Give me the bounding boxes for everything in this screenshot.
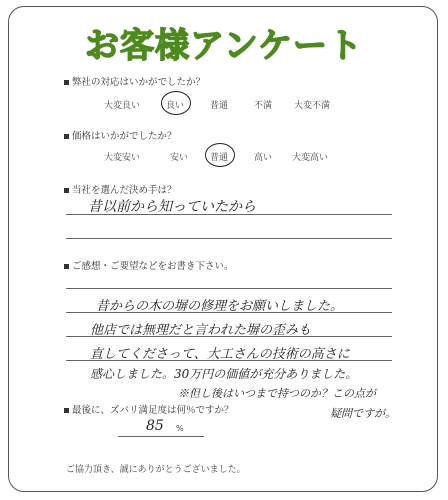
- question-2: [64, 128, 177, 142]
- bullet-square-icon: [64, 408, 69, 413]
- q3-handwritten-answer: 昔以前から知っていたから: [88, 199, 256, 215]
- question-5: [64, 402, 234, 416]
- q1-selected-circle: [161, 91, 191, 115]
- q3-answer-line-1: [66, 214, 392, 215]
- thank-you-message: ご協力頂き、誠にありがとうございました。: [66, 465, 246, 475]
- q4-handwritten-line-4: 感心しました。30万円の価値が充分ありました。: [90, 367, 358, 381]
- question-2-label: 価格はいかがでしたか？: [72, 131, 177, 142]
- q5-unit: %: [176, 424, 184, 433]
- q1-option-very-good: 大変良い: [104, 101, 141, 111]
- bullet-square-icon: [64, 264, 69, 269]
- survey-title: お客様アンケート: [85, 26, 363, 66]
- question-1: [64, 74, 205, 88]
- bullet-square-icon: [64, 80, 69, 85]
- q1-option-normal: 普通: [210, 101, 229, 111]
- q1-option-good: 良い: [166, 101, 185, 111]
- bullet-square-icon: [64, 134, 69, 139]
- question-3: [64, 182, 177, 196]
- q2-option-cheap: 安い: [170, 153, 189, 163]
- q2-option-normal: 普通: [210, 153, 229, 163]
- q4-answer-line-1: [66, 288, 392, 289]
- bullet-square-icon: [64, 188, 69, 193]
- q1-option-dissatisfied: 不満: [254, 101, 273, 111]
- q4-handwritten-line-3: 直してくださって、大工さんの技術の高さに: [90, 347, 350, 362]
- question-4: [64, 258, 234, 272]
- q4-handwritten-line-1: 昔からの木の塀の修理をお願いしました。: [96, 299, 344, 314]
- question-1-label: 弊社の対応はいかがでしたか？: [72, 77, 206, 88]
- question-5-label: 最後に、ズバリ満足度は何％ですか？: [72, 405, 234, 416]
- q2-selected-circle: [205, 143, 235, 167]
- question-3-label: 当社を選んだ決め手は？: [72, 185, 177, 196]
- q2-option-very-expensive: 大変高い: [292, 153, 329, 163]
- q4-handwritten-line-6: 疑問ですが。: [330, 407, 396, 420]
- q4-handwritten-line-5: ※但し後はいつまで持つのか？この点が: [178, 387, 376, 400]
- q3-answer-line-2: [66, 238, 392, 239]
- q1-option-very-dissatisfied: 大変不満: [294, 101, 331, 111]
- q5-answer-line: [118, 436, 204, 437]
- q2-option-expensive: 高い: [254, 153, 273, 163]
- question-4-label: ご感想・ご要望などをお書き下さい。: [72, 261, 234, 272]
- q4-handwritten-line-2: 他店では無理だと言われた塀の歪みも: [90, 323, 312, 338]
- q5-handwritten-value: 85: [146, 418, 164, 434]
- q2-option-very-cheap: 大変安い: [104, 153, 141, 163]
